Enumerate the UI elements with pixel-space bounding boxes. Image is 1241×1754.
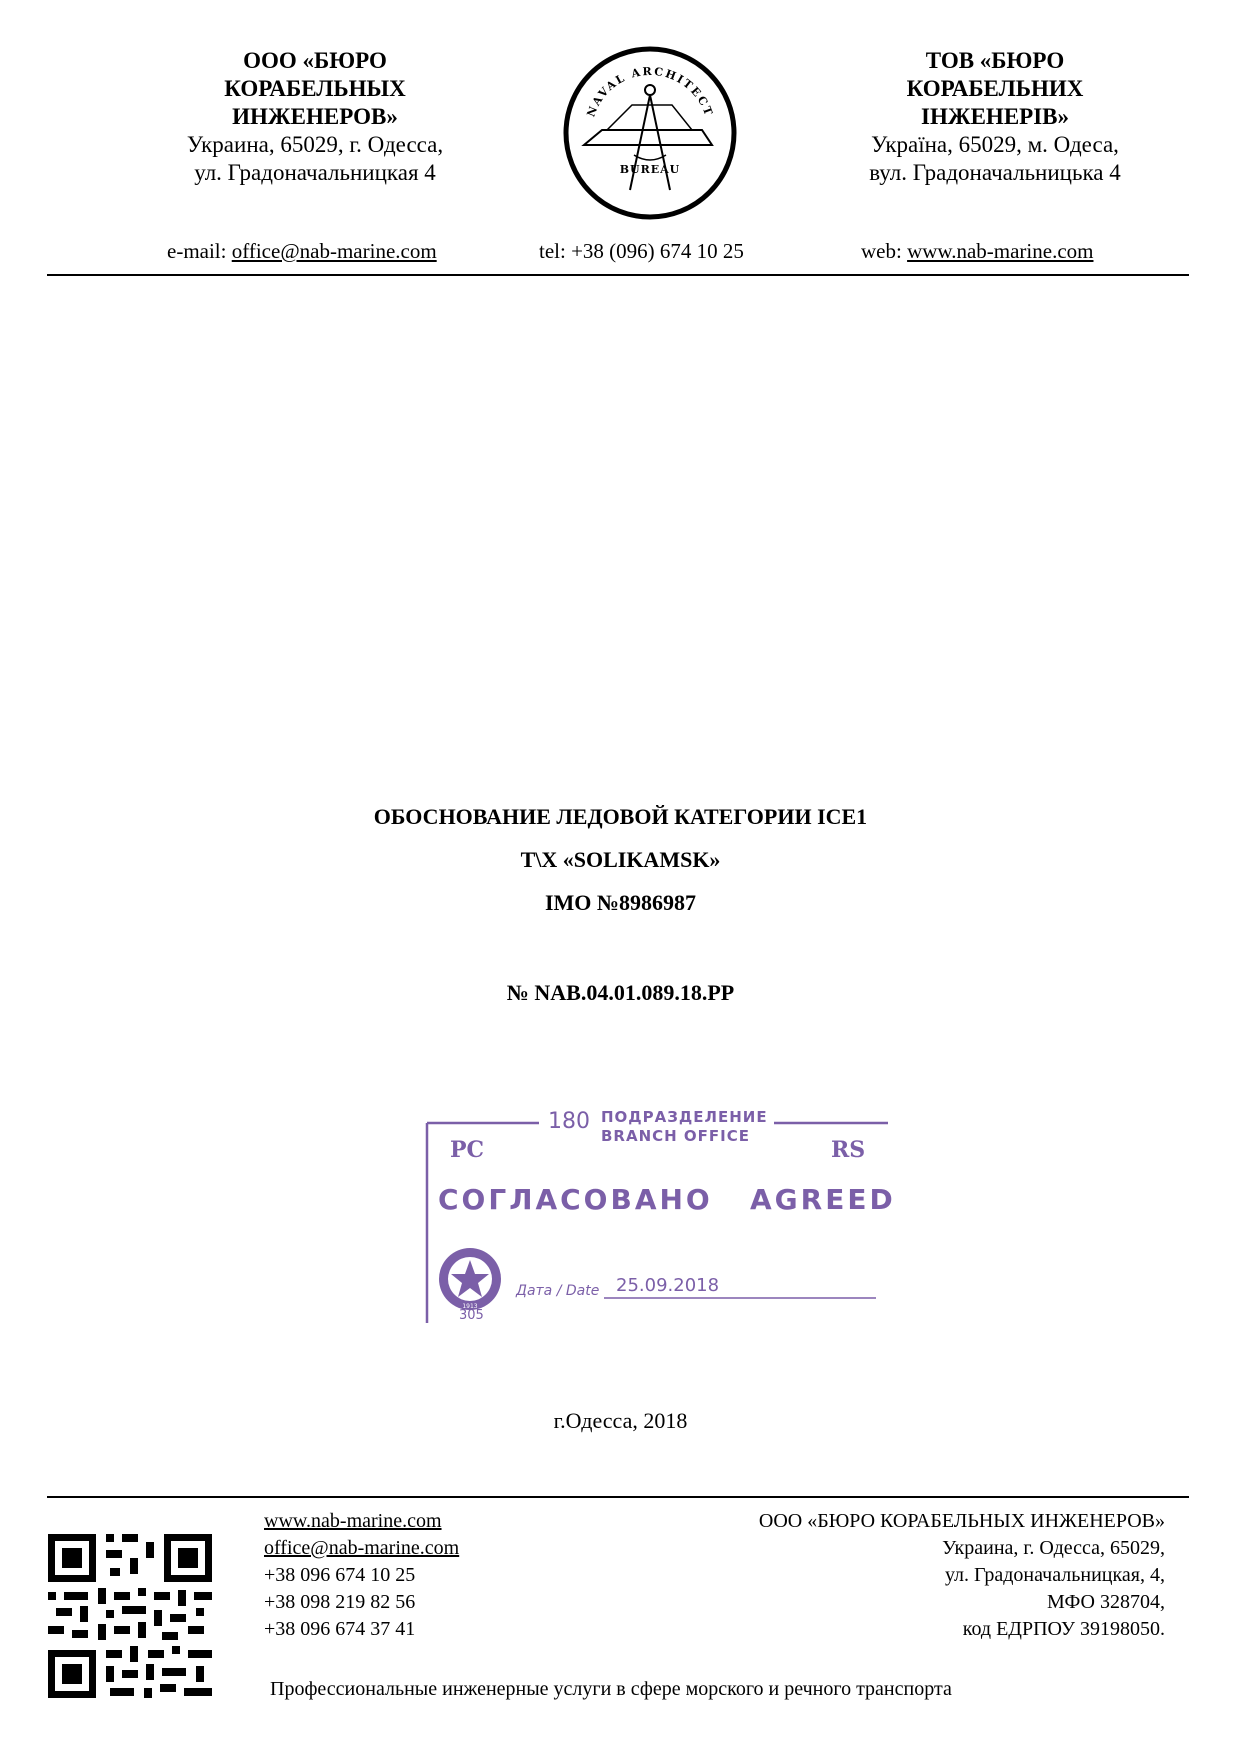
document-title-line3: IMO №8986987 — [544, 890, 697, 915]
document-title-line2: Т\Х «SOLIKAMSK» — [520, 847, 721, 872]
company-address-line: ул. Градоначальницкая 4 — [194, 160, 436, 185]
company-name-line: ИНЖЕНЕРОВ» — [232, 104, 398, 129]
stamp-agreed-en: AGREED — [750, 1183, 896, 1216]
company-address-line: вул. Градоначальницька 4 — [869, 160, 1121, 185]
stamp-number: 180 — [548, 1109, 590, 1134]
approval-stamp — [424, 1103, 896, 1325]
footer-contacts — [264, 1508, 459, 1643]
naval-architect-logo — [562, 45, 738, 221]
company-name-line: КОРАБЕЛЬНИХ — [906, 76, 1084, 101]
header-tel: tel: +38 (096) 674 10 25 — [539, 239, 744, 263]
footer-web-link[interactable]: www.nab-marine.com — [264, 1510, 442, 1532]
footer-company-line: ул. Градоначальницкая, 4, — [944, 1564, 1165, 1586]
logo-bottom-text: BUREAU — [619, 163, 681, 176]
qr-code-icon — [48, 1534, 212, 1698]
header-web — [861, 239, 1093, 264]
footer-phone: +38 098 219 82 56 — [264, 1591, 416, 1613]
place-year: г.Одесса, 2018 — [553, 1408, 688, 1433]
header-divider — [47, 274, 1189, 276]
company-name-line: ІНЖЕНЕРІВ» — [921, 104, 1069, 129]
footer-phone: +38 096 674 10 25 — [264, 1564, 416, 1586]
footer-company-line: МФО 328704, — [1046, 1591, 1165, 1613]
stamp-division-en: BRANCH OFFICE — [601, 1127, 751, 1145]
company-name-line: КОРАБЕЛЬНЫХ — [224, 76, 406, 101]
footer-company-line: ООО «БЮРО КОРАБЕЛЬНЫХ ИНЖЕНЕРОВ» — [758, 1510, 1165, 1532]
company-name-line: ТОВ «БЮРО — [925, 48, 1065, 73]
stamp-left-code: РС — [450, 1137, 485, 1163]
stamp-division-ru: ПОДРАЗДЕЛЕНИЕ — [601, 1108, 768, 1126]
footer-company — [759, 1508, 1165, 1643]
document-number: № NAB.04.01.089.18.PP — [506, 980, 735, 1005]
web-label: web: — [861, 239, 908, 263]
email-label: e-mail: — [167, 239, 232, 263]
footer-email-link[interactable]: office@nab-marine.com — [264, 1537, 460, 1559]
seal-number: 305 — [459, 1308, 484, 1323]
company-address-line: Україна, 65029, м. Одеса, — [871, 132, 1119, 157]
stamp-agreed-ru: СОГЛАСОВАНО — [438, 1183, 713, 1216]
stamp-right-code: RS — [831, 1137, 866, 1163]
company-name-line: ООО «БЮРО — [243, 48, 387, 73]
footer-phone: +38 096 674 37 41 — [264, 1618, 416, 1640]
document-title-line1: ОБОСНОВАНИЕ ЛЕДОВОЙ КАТЕГОРИИ ICE1 — [373, 804, 868, 829]
logo-top-text: NAVAL ARCHITECT — [584, 64, 716, 119]
company-address-line: Украина, 65029, г. Одесса, — [186, 132, 444, 157]
footer-company-line: Украина, г. Одесса, 65029, — [942, 1537, 1165, 1559]
web-link[interactable]: www.nab-marine.com — [907, 239, 1094, 263]
footer-company-line: код ЕДРПОУ 39198050. — [962, 1618, 1165, 1640]
stamp-date-label: Дата / Date — [516, 1283, 600, 1299]
email-link[interactable]: office@nab-marine.com — [231, 239, 437, 263]
company-header-ua — [830, 47, 1160, 187]
seal-year: 1913 — [462, 1303, 478, 1310]
company-header-ru — [150, 47, 480, 187]
register-seal-icon — [437, 1246, 503, 1312]
stamp-date-value: 25.09.2018 — [616, 1275, 720, 1296]
footer-divider — [47, 1496, 1189, 1498]
header-email — [167, 239, 437, 264]
footer-tagline: Профессиональные инженерные услуги в сфере морского и речного транспорта — [270, 1678, 952, 1700]
